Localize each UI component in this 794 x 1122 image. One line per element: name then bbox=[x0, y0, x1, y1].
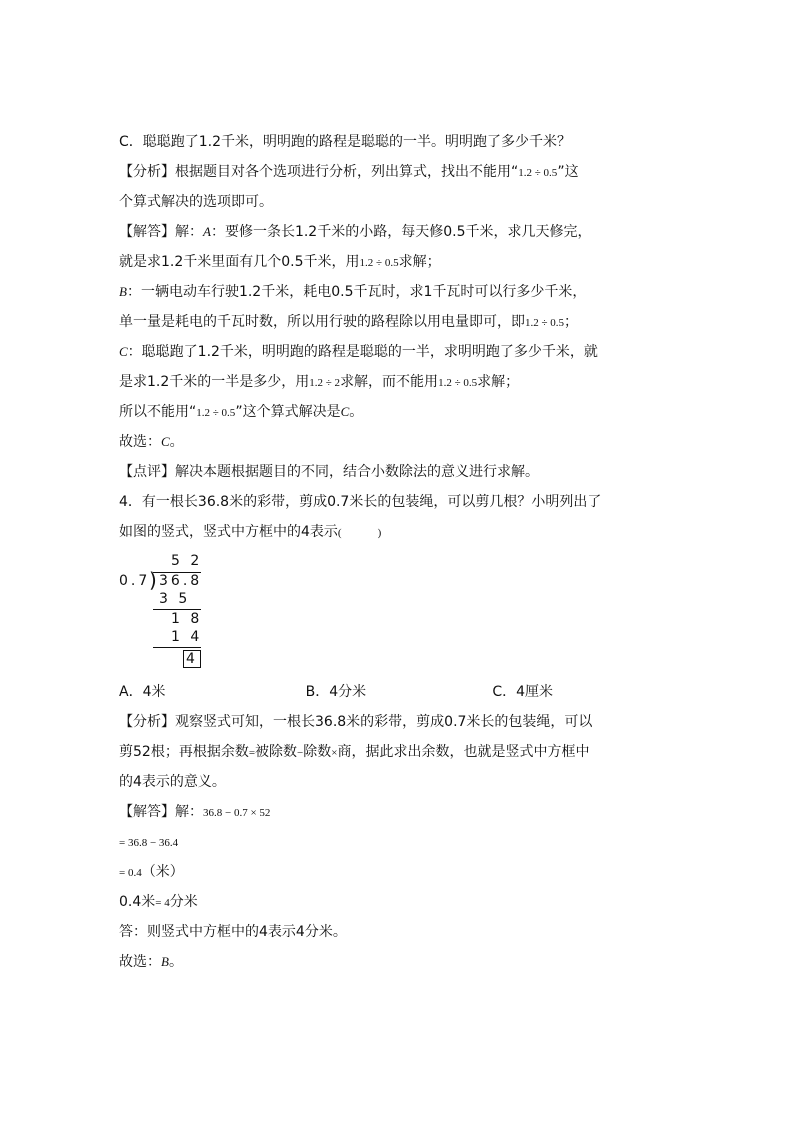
step-product-1: 3 5 bbox=[159, 591, 191, 607]
equals-sign: = bbox=[248, 747, 256, 759]
quotient: 5 2 bbox=[171, 553, 203, 569]
comment-line: 【点评】解决本题根据题目的不同，结合小数除法的意义进行求解。 bbox=[119, 464, 539, 480]
divisor: 0.7 bbox=[119, 573, 151, 589]
text: 故选： bbox=[119, 434, 161, 450]
option-c-statement: C．聪聪跑了1.2千米，明明跑的路程是聪聪的一半。明明跑了多少千米？ bbox=[119, 134, 572, 150]
text: 求解，而不能用 bbox=[340, 374, 439, 390]
math-expression: = 0.4 bbox=[119, 867, 142, 879]
solution-line-1 bbox=[119, 217, 679, 247]
math-expression: = 36.8 − 36.4 bbox=[119, 837, 179, 849]
text: 求解； bbox=[477, 374, 520, 390]
q4-analysis-line-1: 【分析】观察竖式可知，一根长36.8米的彩带，剪成0.7米长的包装绳，可以 bbox=[119, 714, 593, 730]
q4-answer-statement: 答：则竖式中方框中的4表示4分米。 bbox=[119, 924, 347, 940]
text: 。 bbox=[349, 404, 364, 420]
text: ：聪聪跑了1.2千米，明明跑的路程是聪聪的一半，求明明跑了多少千米，就 bbox=[127, 344, 598, 360]
step-line-1 bbox=[153, 609, 201, 610]
math-expression: 1.2 ÷ 0.5 bbox=[438, 377, 478, 389]
variable: C bbox=[161, 434, 170, 449]
text: 是求1.2千米的一半是多少，用 bbox=[119, 374, 310, 390]
long-division-figure bbox=[119, 553, 239, 673]
question-4-line-2 bbox=[119, 517, 679, 547]
step-remainder-1: 1 8 bbox=[171, 611, 203, 627]
option-b[interactable]: B．4分米 bbox=[305, 684, 367, 700]
text: 故选： bbox=[119, 954, 161, 970]
q4-solution-line-1 bbox=[119, 797, 679, 827]
math-expression: 1.2 ÷ 0.5 bbox=[518, 167, 558, 179]
math-expression: 1.2 ÷ 2 bbox=[309, 377, 341, 389]
q4-choice-line bbox=[119, 947, 679, 977]
math-expression: 36.8 − 0.7 × 52 bbox=[203, 807, 271, 819]
text: 【解答】解： bbox=[119, 804, 203, 820]
solution-line-7 bbox=[119, 397, 679, 427]
solution-line-6 bbox=[119, 367, 679, 397]
math-expression: 1.2 ÷ 0.5 bbox=[525, 317, 565, 329]
text: ； bbox=[564, 314, 579, 330]
q4-solution-line-2 bbox=[119, 827, 679, 857]
solution-line-2 bbox=[119, 247, 679, 277]
options-row bbox=[119, 677, 679, 707]
text: 所以不能用“ bbox=[119, 404, 197, 420]
text: 如图的竖式，竖式中方框中的4表示 bbox=[119, 524, 338, 540]
paren-open: ( bbox=[337, 527, 342, 539]
analysis-line-1 bbox=[119, 157, 679, 187]
text: （米） bbox=[141, 864, 184, 880]
text: ：要修一条长1.2千米的小路，每天修0.5千米，求几天修完， bbox=[210, 224, 592, 240]
text: 分米 bbox=[169, 894, 198, 910]
variable: C bbox=[119, 344, 128, 359]
step-product-2: 1 4 bbox=[171, 629, 203, 645]
text: 。 bbox=[169, 434, 184, 450]
option-c[interactable]: C．4厘米 bbox=[492, 684, 554, 700]
solution-line-5 bbox=[119, 337, 679, 367]
document-page bbox=[119, 127, 679, 977]
times-sign: × bbox=[331, 747, 338, 759]
text: 商，据此求出余数，也就是竖式中方框中 bbox=[337, 744, 590, 760]
text: 被除数 bbox=[255, 744, 298, 760]
variable: B bbox=[119, 284, 127, 299]
text: 单一量是耗电的千瓦时数，所以用行驶的路程除以用电量即可，即 bbox=[119, 314, 525, 330]
math-expression: 1.2 ÷ 0.5 bbox=[196, 407, 236, 419]
solution-line-4 bbox=[119, 307, 679, 337]
text: 除数 bbox=[303, 744, 332, 760]
text: 0.4米 bbox=[119, 894, 156, 910]
text: ”这个算式解决是 bbox=[235, 404, 341, 420]
text: ：一辆电动车行驶1.2千米，耗电0.5千瓦时，求1千瓦时可以行多少千米， bbox=[126, 284, 587, 300]
solution-line-3 bbox=[119, 277, 679, 307]
minus-sign: − bbox=[297, 747, 304, 759]
dividend: 36.8 bbox=[159, 573, 203, 589]
boxed-remainder: 4 bbox=[183, 650, 201, 668]
text: 求解； bbox=[398, 254, 441, 270]
q4-analysis-line-3: 的4表示的意义。 bbox=[119, 774, 226, 790]
option-a[interactable]: A．4米 bbox=[119, 684, 166, 700]
analysis-line-2: 个算式解决的选项即可。 bbox=[119, 194, 273, 210]
math-expression: 1.2 ÷ 0.5 bbox=[359, 257, 399, 269]
variable: C bbox=[340, 404, 350, 419]
text: 。 bbox=[168, 954, 183, 970]
text: 【分析】根据题目对各个选项进行分析，列出算式，找出不能用“ bbox=[119, 164, 519, 180]
q4-analysis-line-2 bbox=[119, 737, 679, 767]
question-4-line-1: 4．有一根长36.8米的彩带，剪成0.7米长的包装绳，可以剪几根？小明列出了 bbox=[119, 494, 602, 510]
variable: B bbox=[161, 954, 169, 969]
text: ”这 bbox=[557, 164, 579, 180]
q4-solution-line-4 bbox=[119, 887, 679, 917]
q4-solution-line-3 bbox=[119, 857, 679, 887]
text: 【解答】解： bbox=[119, 224, 203, 240]
variable: A bbox=[203, 224, 211, 239]
text: 就是求1.2千米里面有几个0.5千米，用 bbox=[119, 254, 360, 270]
math-expression: = 4 bbox=[155, 897, 170, 909]
text: 剪52根；再根据余数 bbox=[119, 744, 249, 760]
step-line-2 bbox=[153, 647, 201, 648]
answer-line bbox=[119, 427, 679, 457]
division-bracket: ) bbox=[149, 568, 157, 592]
paren-close: ) bbox=[377, 527, 382, 539]
